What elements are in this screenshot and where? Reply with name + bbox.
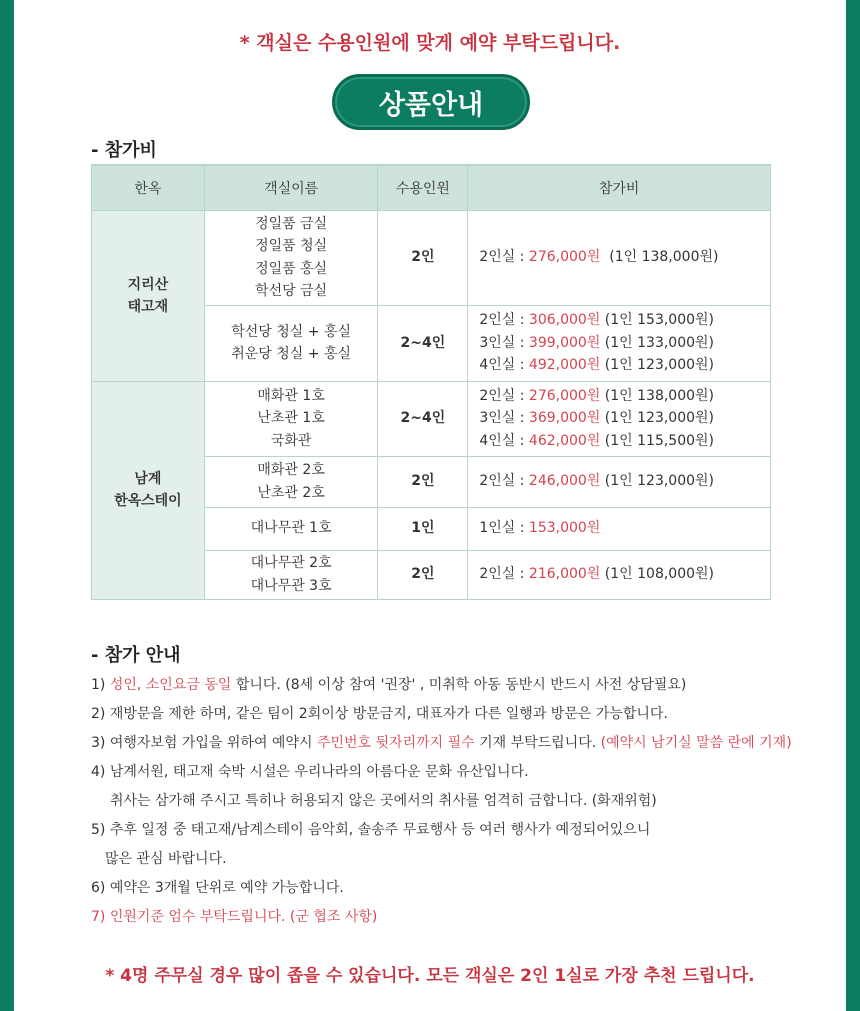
note-highlight: 주민번호 뒷자리까지 필수 (316, 735, 475, 751)
top-notice: * 객실은 수용인원에 맞게 예약 부탁드립니다. (239, 32, 621, 54)
note-text: 기재 부탁드립니다. (474, 735, 601, 751)
header-hanok: 한옥 (92, 165, 205, 210)
fee-price: 276,000원 (528, 249, 601, 266)
fee-price: 492,000원 (528, 357, 601, 374)
fee-cell (468, 210, 771, 305)
fee-price: 246,000원 (528, 473, 601, 490)
note-6: 6) 예약은 3개월 단위로 예약 가능합니다. (91, 880, 344, 896)
note-4a: 4) 남계서원, 태고재 숙박 시설은 우리나라의 아름다운 문화 유산입니다. (91, 764, 529, 780)
capacity-cell: 2~4인 (378, 305, 468, 381)
fee-per-person: (1인 123,000원) (600, 473, 715, 490)
note-highlight: (예약시 남기실 말씀 란에 기재) (600, 735, 792, 751)
fee-label: 2인실 : (479, 312, 529, 329)
region-cell: 지리산 태고재 (92, 210, 205, 381)
fee-per-person: (1인 138,000원) (600, 387, 715, 404)
fee-line (479, 470, 770, 493)
fee-price: 369,000원 (528, 410, 601, 427)
fee-price: 276,000원 (528, 387, 601, 404)
note-highlight: 성인, 소인요금 동일 (109, 677, 232, 693)
fee-heading: - 참가비 (91, 140, 157, 161)
fee-line (479, 309, 770, 332)
capacity-cell: 1인 (378, 507, 468, 550)
note-3 (91, 729, 851, 758)
note-text: 1) (91, 677, 110, 693)
rooms-cell: 매화관 2호 난초관 2호 (204, 456, 378, 507)
fee-per-person: (1인 153,000원) (600, 312, 715, 329)
fee-per-person: (1인 115,500원) (600, 432, 715, 449)
fee-per-person: (1인 108,000원) (600, 566, 715, 583)
header-fee: 참가비 (468, 165, 771, 210)
fee-label: 2인실 : (479, 249, 529, 266)
note-5b: 많은 관심 바랍니다. (105, 851, 227, 867)
fee-line (479, 246, 770, 269)
fee-price: 462,000원 (528, 432, 601, 449)
table-row (92, 381, 771, 456)
guide-notes (91, 671, 851, 932)
fee-per-person: (1인 138,000원) (600, 249, 719, 266)
header-capacity: 수용인원 (378, 165, 468, 210)
page (14, 0, 846, 1011)
fee-line (479, 430, 770, 453)
note-2: 2) 재방문을 제한 하며, 같은 팀이 2회이상 방문금지, 대표자가 다른 일행과 방문은 가능합니다. (91, 706, 668, 722)
table-row (92, 210, 771, 305)
bottom-notice: * 4명 주무실 경우 많이 좁을 수 있습니다. 모든 객실은 2인 1실로 가장 추천 드립니다. (105, 966, 755, 986)
fee-per-person: (1인 133,000원) (600, 334, 715, 351)
rooms-cell: 정일품 금실 정일품 청실 정일품 홍실 학선당 금실 (204, 210, 378, 305)
fee-label: 4인실 : (479, 432, 529, 449)
fee-cell (468, 507, 771, 550)
capacity-cell: 2인 (378, 210, 468, 305)
fee-price: 216,000원 (528, 566, 601, 583)
rooms-cell: 대나무관 2호 대나무관 3호 (204, 550, 378, 599)
region-cell: 남계 한옥스테이 (92, 381, 205, 599)
note-5a: 5) 추후 일정 중 태고재/남계스테이 음악회, 솔송주 무료행사 등 여러 행사가 예정되어있으니 (91, 822, 651, 838)
capacity-cell: 2인 (378, 550, 468, 599)
fee-label: 3인실 : (479, 334, 529, 351)
fee-label: 2인실 : (479, 473, 529, 490)
fee-cell (468, 550, 771, 599)
fee-price: 153,000원 (528, 520, 601, 537)
note-text: 3) 여행자보험 가입을 위하여 예약시 (91, 735, 317, 751)
fee-label: 3인실 : (479, 410, 529, 427)
header-room-name: 객실이름 (204, 165, 378, 210)
table-header-row (92, 165, 771, 210)
guide-heading: - 참가 안내 (91, 645, 181, 666)
fee-per-person: (1인 123,000원) (600, 410, 715, 427)
product-info-badge: 상품안내 (332, 74, 530, 130)
capacity-cell: 2인 (378, 456, 468, 507)
fee-label: 4인실 : (479, 357, 529, 374)
note-1 (91, 671, 851, 700)
fee-price: 306,000원 (528, 312, 601, 329)
fee-cell (468, 305, 771, 381)
note-text: 합니다. (8세 이상 참여 '권장' , 미취학 아동 동반시 반드시 사전 상담필요) (231, 677, 687, 693)
fee-line (479, 385, 770, 408)
fee-line (479, 354, 770, 377)
fee-table (91, 164, 771, 600)
fee-line (479, 407, 770, 430)
fee-label: 2인실 : (479, 566, 529, 583)
fee-line (479, 517, 770, 540)
note-7: 7) 인원기준 엄수 부탁드립니다. (군 협조 사항) (91, 909, 378, 925)
rooms-cell: 학선당 청실 + 홍실 취운당 청실 + 홍실 (204, 305, 378, 381)
fee-line (479, 332, 770, 355)
fee-cell (468, 456, 771, 507)
rooms-cell: 대나무관 1호 (204, 507, 378, 550)
fee-line (479, 563, 770, 586)
fee-per-person: (1인 123,000원) (600, 357, 715, 374)
fee-label: 1인실 : (479, 520, 529, 537)
note-4b: 취사는 삼가해 주시고 특히나 허용되지 않은 곳에서의 취사를 엄격히 금합니다. (화재위험) (110, 793, 657, 809)
fee-label: 2인실 : (479, 387, 529, 404)
fee-cell (468, 381, 771, 456)
rooms-cell: 매화관 1호 난초관 1호 국화관 (204, 381, 378, 456)
fee-price: 399,000원 (528, 334, 601, 351)
capacity-cell: 2~4인 (378, 381, 468, 456)
